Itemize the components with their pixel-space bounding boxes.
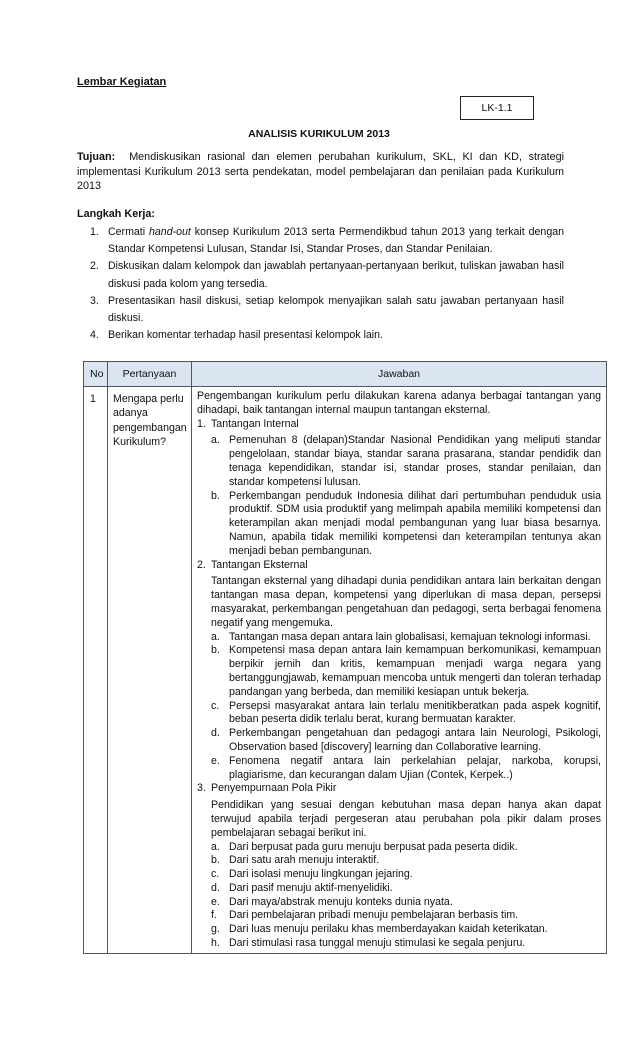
answer-list-item: d. Dari pasif menuju aktif-menyelidiki.	[211, 881, 393, 894]
answer-section-paragraph: Pendidikan yang sesuai dengan kebutuhan masa depan hanya akan dapat terwujud apabila terjadi pergeseran atau perubahan pola pikir dalam proses pembelajaran sebagai berikut ini.	[211, 799, 601, 839]
steps-title: Langkah Kerja:	[77, 208, 155, 220]
answer-list-item: c. Persepsi masyarakat antara lain terlalu menitikberatkan pada aspek kognitif, beban peserta didik terlalu berat, kurang bermuatan karakter.	[211, 699, 601, 726]
row-answer	[192, 387, 607, 954]
step-number: 1.	[90, 226, 99, 238]
answer-section-heading: 1. Tantangan Internal	[197, 417, 299, 430]
activity-code-box: LK-1.1	[460, 96, 534, 120]
table-row	[84, 387, 607, 954]
answer-list-item: e. Fenomena negatif antara lain perkelahian pelajar, narkoba, korupsi, plagiarisme, dan kecurangan dalam Ujian (Contek, Kerpek..)	[211, 754, 601, 781]
answer-list-item: h. Dari stimulasi rasa tunggal menuju stimulasi ke segala penjuru.	[211, 937, 526, 950]
header-no: No	[84, 362, 108, 387]
answer-list-item: b. Kompetensi masa depan antara lain kemampuan berkomunikasi, kemampuan berpikir jernih dan kritis, kemampuan menjadi warga negara yang bertanggungjawab, kemampuan mencoba untuk mengerti dan toleran terhadap pandangan yang berbeda, dan memiliki kesiapan untuk bekerja.	[211, 644, 601, 698]
steps-list	[90, 224, 564, 344]
answer-list-item: d. Perkembangan pengetahuan dan pedagogi antara lain Neurologi, Psikologi, Observation based [discovery] learning dan Collaborative learning.	[211, 727, 601, 753]
answer-list-item: a. Dari berpusat pada guru menuju berpusat pada peserta didik.	[211, 840, 518, 853]
step-number: 2.	[90, 260, 99, 273]
answer-intro: Pengembangan kurikulum perlu dilakukan karena adanya berbagai tantangan yang dihadapi, baik tantangan internal maupun tantangan eksternal.	[197, 390, 601, 416]
answer-list-item: f. Dari pembelajaran pribadi menuju pembelajaran berbasis tim.	[211, 909, 519, 922]
row-number: 1	[84, 387, 108, 954]
answer-section-paragraph: Tantangan eksternal yang dihadapi dunia pendidikan antara lain berkaitan dengan tantangan masa depan, kompetensi yang diperlukan di masa depan, persepsi masyarakat, perkembangan pengetahuan dan pedagogi, serta berbagai fenomena negatif yang mengemuka.	[211, 575, 601, 629]
document-title: Lembar Kegiatan	[77, 76, 167, 88]
answer-list-item: b. Perkembangan penduduk Indonesia dilihat dari pertumbuhan penduduk usia produktif. SDM usia produktif yang melimpah apabila memiliki kompetensi dan keterampilan akan menjadi modal pembangunan yang luar biasa besarnya. Namun, apabila tidak memiliki kompetensi dan keterampilan tentunya akan menjadi beban pembangunan.	[211, 489, 601, 557]
answer-list-item: g. Dari luas menuju perilaku khas memberdayakan kaidah keterikatan.	[211, 923, 548, 936]
step-item: 3. Presentasikan hasil diskusi, setiap kelompok menyajikan salah satu jawaban pertanyaan hasil diskusi.	[90, 294, 564, 325]
document-heading: ANALISIS KURIKULUM 2013	[248, 128, 390, 140]
step-item: 4. Berikan komentar terhadap hasil presentasi kelompok lain.	[90, 327, 564, 344]
answer-list-item: a. Tantangan masa depan antara lain globalisasi, kemajuan teknologi informasi.	[211, 630, 591, 643]
step-number: 3.	[90, 294, 99, 307]
question-answer-table	[83, 361, 607, 954]
answer-list-item: c. Dari isolasi menuju lingkungan jejaring.	[211, 868, 413, 881]
step-item: 1. Cermati hand-out konsep Kurikulum 2013 serta Permendikbud tahun 2013 yang terkait dengan Standar Kompetensi Lulusan, Standar Isi, Standar Proses, dan Standar Penilaian.	[90, 226, 564, 256]
answer-section-heading: 3. Penyempurnaan Pola Pikir	[197, 782, 337, 795]
answer-list-item: b. Dari satu arah menuju interaktif.	[211, 854, 380, 867]
header-question: Pertanyaan	[108, 362, 192, 387]
row-question: Mengapa perlu adanya pengembangan Kurikulum?	[108, 387, 192, 954]
objective-text: Mendiskusikan rasional dan elemen perubahan kurikulum, SKL, KI dan KD, strategi implementasi Kurikulum 2013 serta pendekatan, model pembelajaran dan penilaian pada Kurikulum 2013	[77, 151, 564, 193]
step-item: 2. Diskusikan dalam kelompok dan jawablah pertanyaan-pertanyaan berikut, tuliskan jawaban hasil diskusi pada kolom yang tersedia.	[90, 260, 564, 290]
answer-list-item: e. Dari maya/abstrak menuju konteks dunia nyata.	[211, 895, 453, 908]
table-header-row	[84, 362, 607, 387]
objective-paragraph	[77, 150, 564, 194]
header-answer: Jawaban	[192, 362, 607, 387]
objective-label: Tujuan:	[77, 151, 116, 163]
answer-list-item: a. Pemenuhan 8 (delapan)Standar Nasional Pendidikan yang meliputi standar pengelolaan, standar biaya, standar sarana prasarana, standar pendidik dan tenaga kependidikan, standar isi, standar proses, standar penilaian, dan standar kompetensi lulusan.	[211, 434, 601, 488]
step-number: 4.	[90, 329, 99, 342]
answer-section-heading: 2. Tantangan Eksternal	[197, 558, 308, 571]
